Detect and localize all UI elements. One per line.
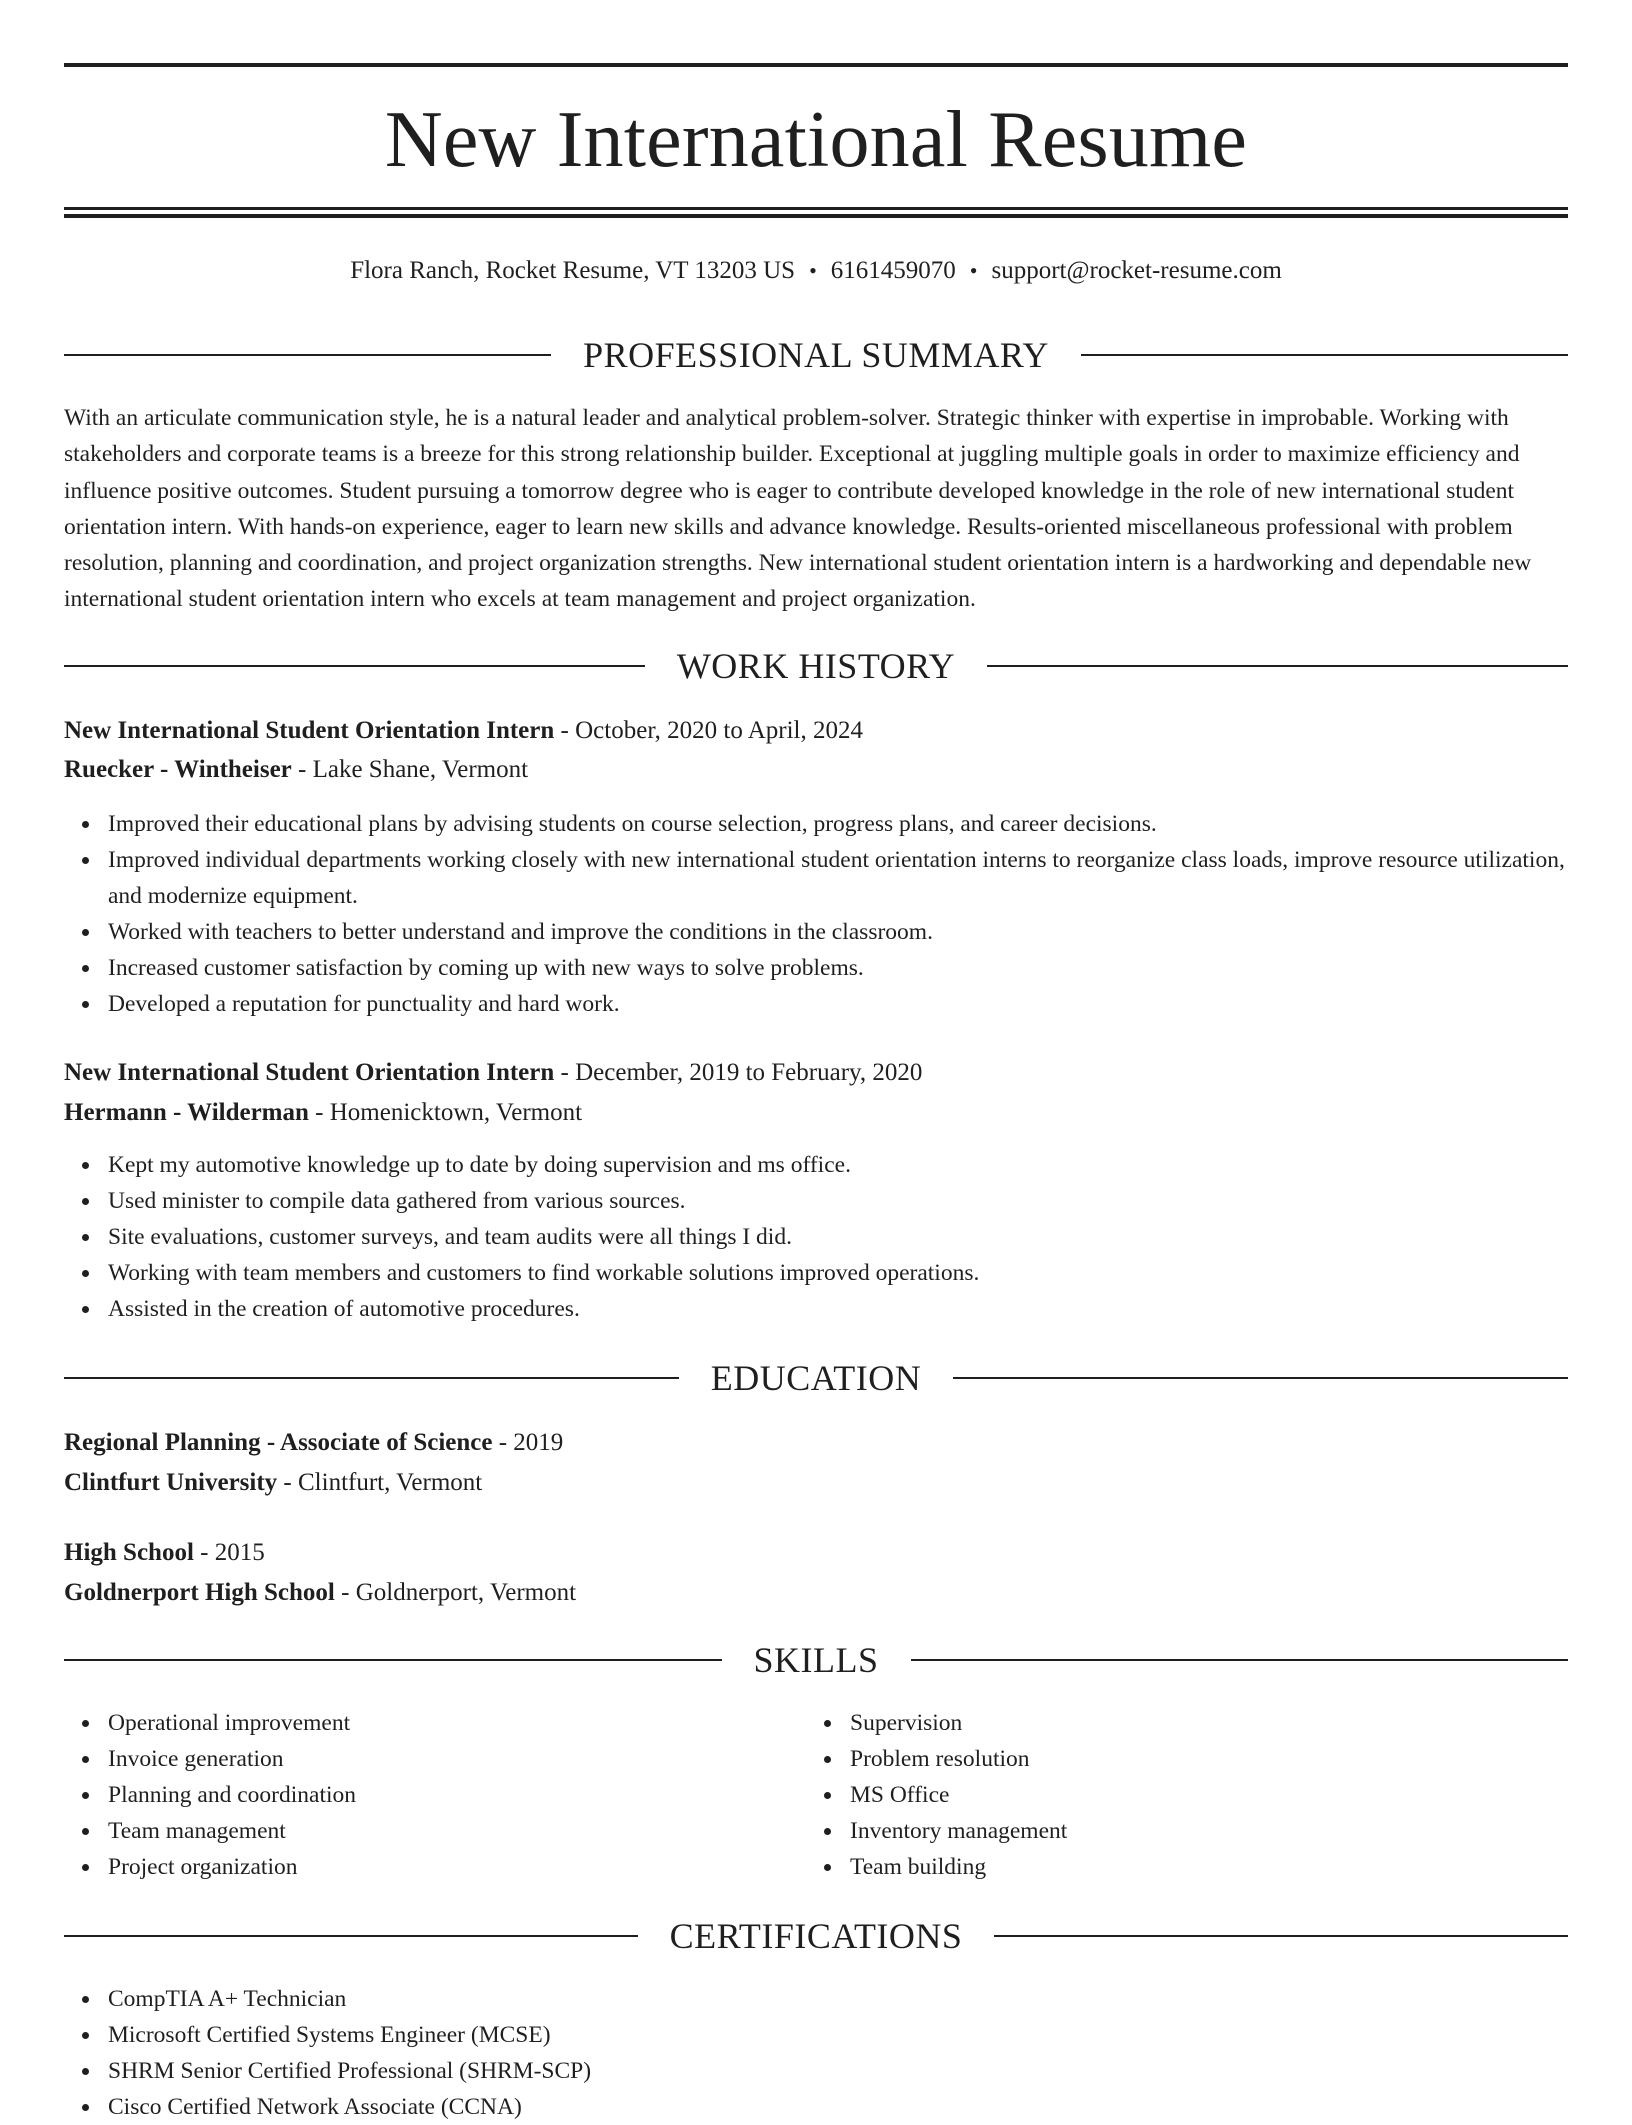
section-heading-education: [64, 1356, 1568, 1400]
job-title-line: [64, 713, 1568, 749]
school-name: Clintfurt University: [64, 1469, 278, 1496]
contact-address: Flora Ranch, Rocket Resume, VT 13203 US: [350, 257, 796, 284]
list-item: Site evaluations, customer surveys, and team audits were all things I did.: [108, 1219, 1568, 1255]
certifications-list: [64, 1981, 1568, 2125]
skills-list-right: [806, 1705, 1510, 1885]
section-heading-summary: [64, 333, 1568, 377]
list-item: Invoice generation: [108, 1741, 768, 1777]
contact-email[interactable]: support@rocket-resume.com: [991, 257, 1282, 284]
job-dates: - October, 2020 to April, 2024: [554, 717, 863, 744]
school-location: - Goldnerport, Vermont: [334, 1579, 577, 1606]
list-item: Worked with teachers to better understand and improve the conditions in the classroom.: [108, 914, 1568, 950]
employer-location: - Homenicktown, Vermont: [308, 1099, 583, 1126]
section-title: SKILLS: [753, 1640, 879, 1680]
list-item: Inventory management: [850, 1813, 1510, 1849]
school-line: [64, 1575, 1568, 1611]
heading-rule: [1081, 354, 1568, 356]
degree-name: Regional Planning - Associate of Science: [64, 1429, 493, 1456]
employer-location: - Lake Shane, Vermont: [291, 756, 529, 783]
degree-year: - 2019: [492, 1429, 564, 1456]
degree-year: - 2015: [193, 1539, 265, 1566]
section-title: EDUCATION: [710, 1358, 922, 1398]
list-item: Team management: [108, 1813, 768, 1849]
heading-rule: [987, 665, 1568, 667]
heading-rule: [64, 665, 645, 667]
employer-name: Hermann - Wilderman: [64, 1099, 309, 1126]
employer-line: [64, 1095, 1568, 1131]
list-item: Supervision: [850, 1705, 1510, 1741]
heading-rule: [64, 1659, 722, 1661]
job-title: New International Student Orientation Intern: [64, 1059, 555, 1086]
list-item: Operational improvement: [108, 1705, 768, 1741]
list-item: Planning and coordination: [108, 1777, 768, 1813]
list-item: Used minister to compile data gathered from various sources.: [108, 1183, 1568, 1219]
contact-phone: 6161459070: [830, 257, 956, 284]
employer-name: Ruecker - Wintheiser: [64, 756, 292, 783]
list-item: Microsoft Certified Systems Engineer (MCSE): [108, 2017, 1568, 2053]
job-title: New International Student Orientation Intern: [64, 717, 555, 744]
list-item: Developed a reputation for punctuality and hard work.: [108, 986, 1568, 1022]
list-item: Working with team members and customers to find workable solutions improved operations.: [108, 1255, 1568, 1291]
employer-line: [64, 752, 1568, 788]
school-name: Goldnerport High School: [64, 1579, 335, 1606]
heading-rule: [64, 1935, 638, 1937]
heading-rule: [64, 1377, 679, 1379]
list-item: MS Office: [850, 1777, 1510, 1813]
list-item: Improved their educational plans by advising students on course selection, progress plans, and career decisions.: [108, 806, 1568, 842]
section-title: PROFESSIONAL SUMMARY: [583, 335, 1049, 375]
job-bullets: [64, 1147, 1568, 1327]
section-title: WORK HISTORY: [676, 646, 956, 686]
list-item: Kept my automotive knowledge up to date by doing supervision and ms office.: [108, 1147, 1568, 1183]
school-line: [64, 1465, 1568, 1501]
list-item: Improved individual departments working closely with new international student orientation interns to reorganize class loads, improve resource utilization, and modernize equipment.: [108, 842, 1568, 914]
job-title-line: [64, 1055, 1568, 1091]
school-location: - Clintfurt, Vermont: [277, 1469, 483, 1496]
list-item: Project organization: [108, 1849, 768, 1885]
resume-title: New International Resume: [384, 96, 1248, 184]
degree-line: [64, 1535, 1568, 1571]
list-item: SHRM Senior Certified Professional (SHRM-SCP): [108, 2053, 1568, 2089]
heading-rule: [994, 1935, 1568, 1937]
top-rule: [64, 63, 1568, 67]
heading-rule: [953, 1377, 1568, 1379]
contact-separator: •: [969, 258, 978, 283]
title-double-rule: [64, 207, 1568, 218]
section-heading-certifications: [64, 1914, 1568, 1958]
job-dates: - December, 2019 to February, 2020: [554, 1059, 923, 1086]
list-item: Increased customer satisfaction by coming up with new ways to solve problems.: [108, 950, 1568, 986]
list-item: Assisted in the creation of automotive procedures.: [108, 1291, 1568, 1327]
list-item: CompTIA A+ Technician: [108, 1981, 1568, 2017]
list-item: Team building: [850, 1849, 1510, 1885]
list-item: Problem resolution: [850, 1741, 1510, 1777]
contact-line: [64, 254, 1568, 288]
degree-line: [64, 1425, 1568, 1461]
section-title: CERTIFICATIONS: [669, 1916, 963, 1956]
heading-rule: [911, 1659, 1569, 1661]
contact-separator: •: [809, 258, 817, 283]
job-bullets: [64, 806, 1568, 1022]
summary-paragraph: With an articulate communication style, he is a natural leader and analytical problem-solver. Strategic thinker with expertise in improbable. Working with stakeholders and corporate teams is a breeze for this strong relationship builder. Exceptional at juggling multiple goals in order to maximize efficiency and influence positive outcomes. Student pursuing a tomorrow degree who is eager to contribute developed knowledge in the role of new international student orientation intern. With hands-on experience, eager to learn new skills and advance knowledge. Results-oriented miscellaneous professional with problem resolution, planning and coordination, and project organization strengths. New international student orientation intern is a hardworking and dependable new international student orientation intern who excels at team management and project organization.: [64, 405, 1532, 613]
skills-list-left: [64, 1705, 768, 1885]
degree-name: High School: [64, 1539, 194, 1566]
section-heading-skills: [64, 1638, 1568, 1682]
heading-rule: [64, 354, 551, 356]
section-heading-work-history: [64, 644, 1568, 688]
list-item: Cisco Certified Network Associate (CCNA): [108, 2089, 1568, 2125]
